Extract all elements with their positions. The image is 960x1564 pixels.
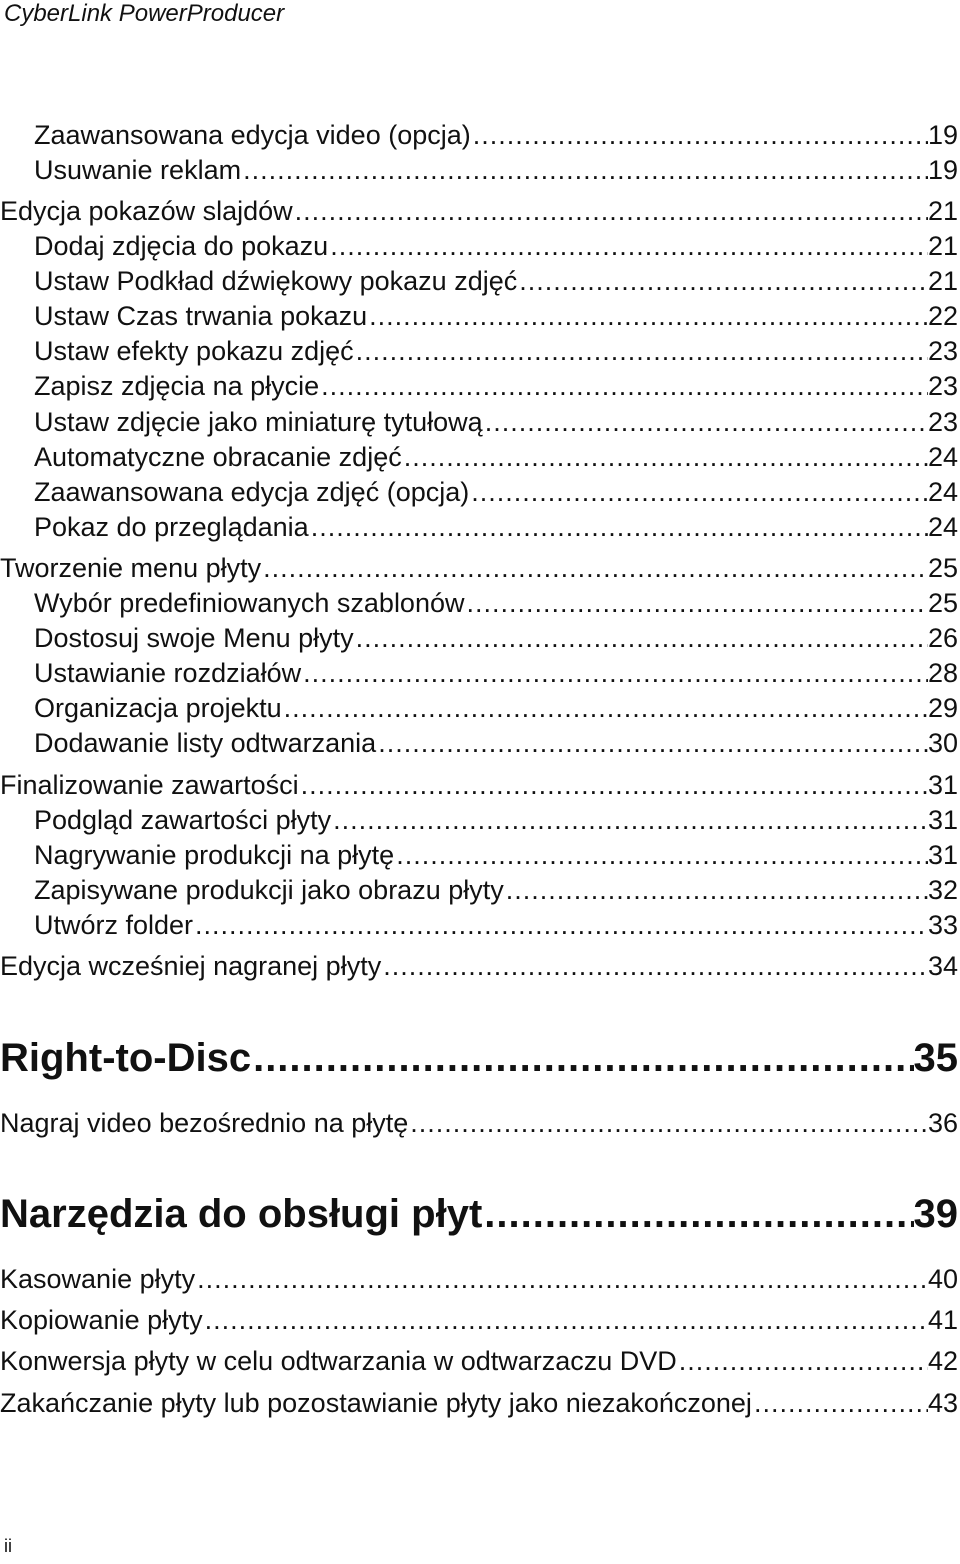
toc-entry-page: 19: [927, 120, 958, 150]
toc-leader: [205, 1305, 928, 1336]
toc-entry[interactable]: [0, 805, 960, 836]
toc-entry-title: Organizacja projektu: [34, 693, 282, 723]
toc-entry-title: Edycja wcześniej nagranej płyty: [0, 951, 382, 981]
toc-leader: [485, 407, 928, 438]
toc-leader: [321, 371, 928, 402]
toc-entry[interactable]: [0, 588, 960, 619]
toc-entry[interactable]: [0, 266, 960, 297]
toc-entry[interactable]: [0, 477, 960, 508]
toc-entry[interactable]: [0, 336, 960, 367]
toc-leader: [471, 477, 928, 508]
toc-leader: [295, 196, 928, 227]
toc-entry[interactable]: [0, 512, 960, 543]
toc-entry-page: 19: [927, 155, 958, 185]
toc-leader: [253, 1036, 913, 1081]
toc-entry-title: Konwersja płyty w celu odtwarzania w odtwarzaczu DVD: [0, 1346, 677, 1376]
toc-leader: [369, 301, 928, 332]
toc-leader: [333, 805, 928, 836]
toc-leader: [506, 875, 928, 906]
toc-entry-page: 21: [927, 231, 958, 261]
toc-entry[interactable]: [0, 442, 960, 473]
toc-entry-page: 25: [927, 588, 958, 618]
toc-entry[interactable]: [0, 623, 960, 654]
toc-entry[interactable]: [0, 658, 960, 689]
toc-entry[interactable]: [0, 371, 960, 402]
toc-entry[interactable]: [0, 910, 960, 941]
toc-entry[interactable]: [0, 770, 960, 801]
toc-entry-title: Kopiowanie płyty: [0, 1305, 203, 1335]
toc-entry-page: 25: [927, 553, 958, 583]
toc-entry[interactable]: [0, 196, 960, 227]
toc-entry-title: Zapisywane produkcji jako obrazu płyty: [34, 875, 504, 905]
toc-entry[interactable]: [0, 301, 960, 332]
toc-entry-title: Ustaw Czas trwania pokazu: [34, 301, 368, 331]
toc-entry-page: 23: [927, 371, 958, 401]
toc-entry-page: 23: [927, 336, 958, 366]
toc-leader: [330, 231, 928, 262]
toc-entry[interactable]: [0, 875, 960, 906]
toc-entry-title: Zapisz zdjęcia na płycie: [34, 371, 320, 401]
toc-entry[interactable]: [0, 1108, 960, 1139]
toc-entry-title: Podgląd zawartości płyty: [34, 805, 332, 835]
toc-entry-title: Ustaw efekty pokazu zdjęć: [34, 336, 354, 366]
toc-entry-title: Zaawansowana edycja video (opcja): [34, 120, 471, 150]
toc-entry[interactable]: [0, 407, 960, 438]
toc-entry-page: 21: [927, 196, 958, 226]
toc-entry[interactable]: [0, 840, 960, 871]
toc-entry-title: Utwórz folder: [34, 910, 194, 940]
toc-entry-title: Dostosuj swoje Menu płyty: [34, 623, 354, 653]
toc-entry-title: Edycja pokazów slajdów: [0, 196, 293, 226]
toc-entry-page: 26: [927, 623, 958, 653]
toc-entry-title: Usuwanie reklam: [34, 155, 242, 185]
toc-entry-title: Ustawianie rozdziałów: [34, 658, 302, 688]
toc-leader: [263, 553, 928, 584]
toc-entry-page: 29: [927, 693, 958, 723]
toc-entry-title: Zakańczanie płyty lub pozostawianie płyty jako niezakończonej: [0, 1388, 752, 1418]
toc-entry[interactable]: [0, 951, 960, 982]
toc-entry-title: Pokaz do przeglądania: [34, 512, 309, 542]
toc-leader: [383, 951, 928, 982]
toc-entry-title: Zaawansowana edycja zdjęć (opcja): [34, 477, 470, 507]
toc-entry-page: 34: [927, 951, 958, 981]
toc-entry-title: Ustaw Podkład dźwiękowy pokazu zdjęć: [34, 266, 518, 296]
toc-leader: [311, 512, 928, 543]
toc-entry[interactable]: [0, 553, 960, 584]
toc-entry-title: Dodawanie listy odtwarzania: [34, 728, 377, 758]
toc-entry-page: 31: [927, 805, 958, 835]
toc-entry-page: 32: [927, 875, 958, 905]
toc-entry[interactable]: [0, 155, 960, 186]
toc-leader: [484, 1192, 913, 1237]
toc-entry-title: Ustaw zdjęcie jako miniaturę tytułową: [34, 407, 483, 437]
toc-entry[interactable]: [0, 1388, 960, 1419]
toc-entry-page: 33: [927, 910, 958, 940]
toc-entry-page: 31: [927, 840, 958, 870]
toc-leader: [404, 442, 928, 473]
running-header: CyberLink PowerProducer: [4, 0, 285, 27]
toc-entry-page: 31: [927, 770, 958, 800]
toc-entry-page: 41: [927, 1305, 958, 1335]
toc-entry-page: 36: [927, 1108, 958, 1138]
toc-entry-page: 24: [927, 512, 958, 542]
toc-leader: [356, 623, 928, 654]
toc-leader: [303, 658, 928, 689]
toc-entry-title: Dodaj zdjęcia do pokazu: [34, 231, 329, 261]
toc-entry-page: 22: [927, 301, 958, 331]
toc-chapter-title: Narzędzia do obsługi płyt: [0, 1192, 483, 1236]
toc-entry[interactable]: [0, 1305, 960, 1336]
toc-entry-title: Kasowanie płyty: [0, 1264, 196, 1294]
toc-entry[interactable]: [0, 120, 960, 151]
toc-leader: [284, 693, 928, 724]
toc-entry-title: Nagrywanie produkcji na płytę: [34, 840, 395, 870]
toc-entry-page: 42: [927, 1346, 958, 1376]
toc-entry-page: 30: [927, 728, 958, 758]
toc-entry-title: Wybór predefiniowanych szablonów: [34, 588, 465, 618]
toc-entry[interactable]: [0, 231, 960, 262]
toc-leader: [754, 1388, 928, 1419]
toc-leader: [243, 155, 928, 186]
toc-entry[interactable]: [0, 728, 960, 759]
toc-chapter-page: 35: [913, 1036, 958, 1080]
toc-leader: [197, 1264, 928, 1295]
toc-leader: [396, 840, 928, 871]
toc-entry-page: 28: [927, 658, 958, 688]
toc-entry-title: Finalizowanie zawartości: [0, 770, 299, 800]
toc-leader: [195, 910, 928, 941]
toc-leader: [519, 266, 928, 297]
toc-entry-page: 23: [927, 407, 958, 437]
toc-entry-page: 24: [927, 442, 958, 472]
toc-chapter[interactable]: [0, 1036, 960, 1081]
toc-entry-title: Automatyczne obracanie zdjęć: [34, 442, 402, 472]
toc-leader: [410, 1108, 928, 1139]
toc-leader: [466, 588, 927, 619]
toc-leader: [356, 336, 928, 367]
toc-entry-page: 40: [927, 1264, 958, 1294]
toc-entry-page: 24: [927, 477, 958, 507]
toc-entry-title: Tworzenie menu płyty: [0, 553, 262, 583]
toc-chapter-title: Right-to-Disc: [0, 1036, 252, 1080]
toc-entry[interactable]: [0, 1346, 960, 1377]
toc-entry-title: Nagraj video bezośrednio na płytę: [0, 1108, 409, 1138]
toc-entry-page: 21: [927, 266, 958, 296]
toc-entry[interactable]: [0, 693, 960, 724]
toc-chapter-page: 39: [913, 1192, 958, 1236]
toc-leader: [473, 120, 928, 151]
toc-leader: [301, 770, 928, 801]
toc-chapter[interactable]: [0, 1192, 960, 1237]
toc-entry-page: 43: [927, 1388, 958, 1418]
toc-leader: [679, 1346, 928, 1377]
page-number: ii: [4, 1536, 12, 1556]
toc-entry[interactable]: [0, 1264, 960, 1295]
toc-leader: [378, 728, 928, 759]
